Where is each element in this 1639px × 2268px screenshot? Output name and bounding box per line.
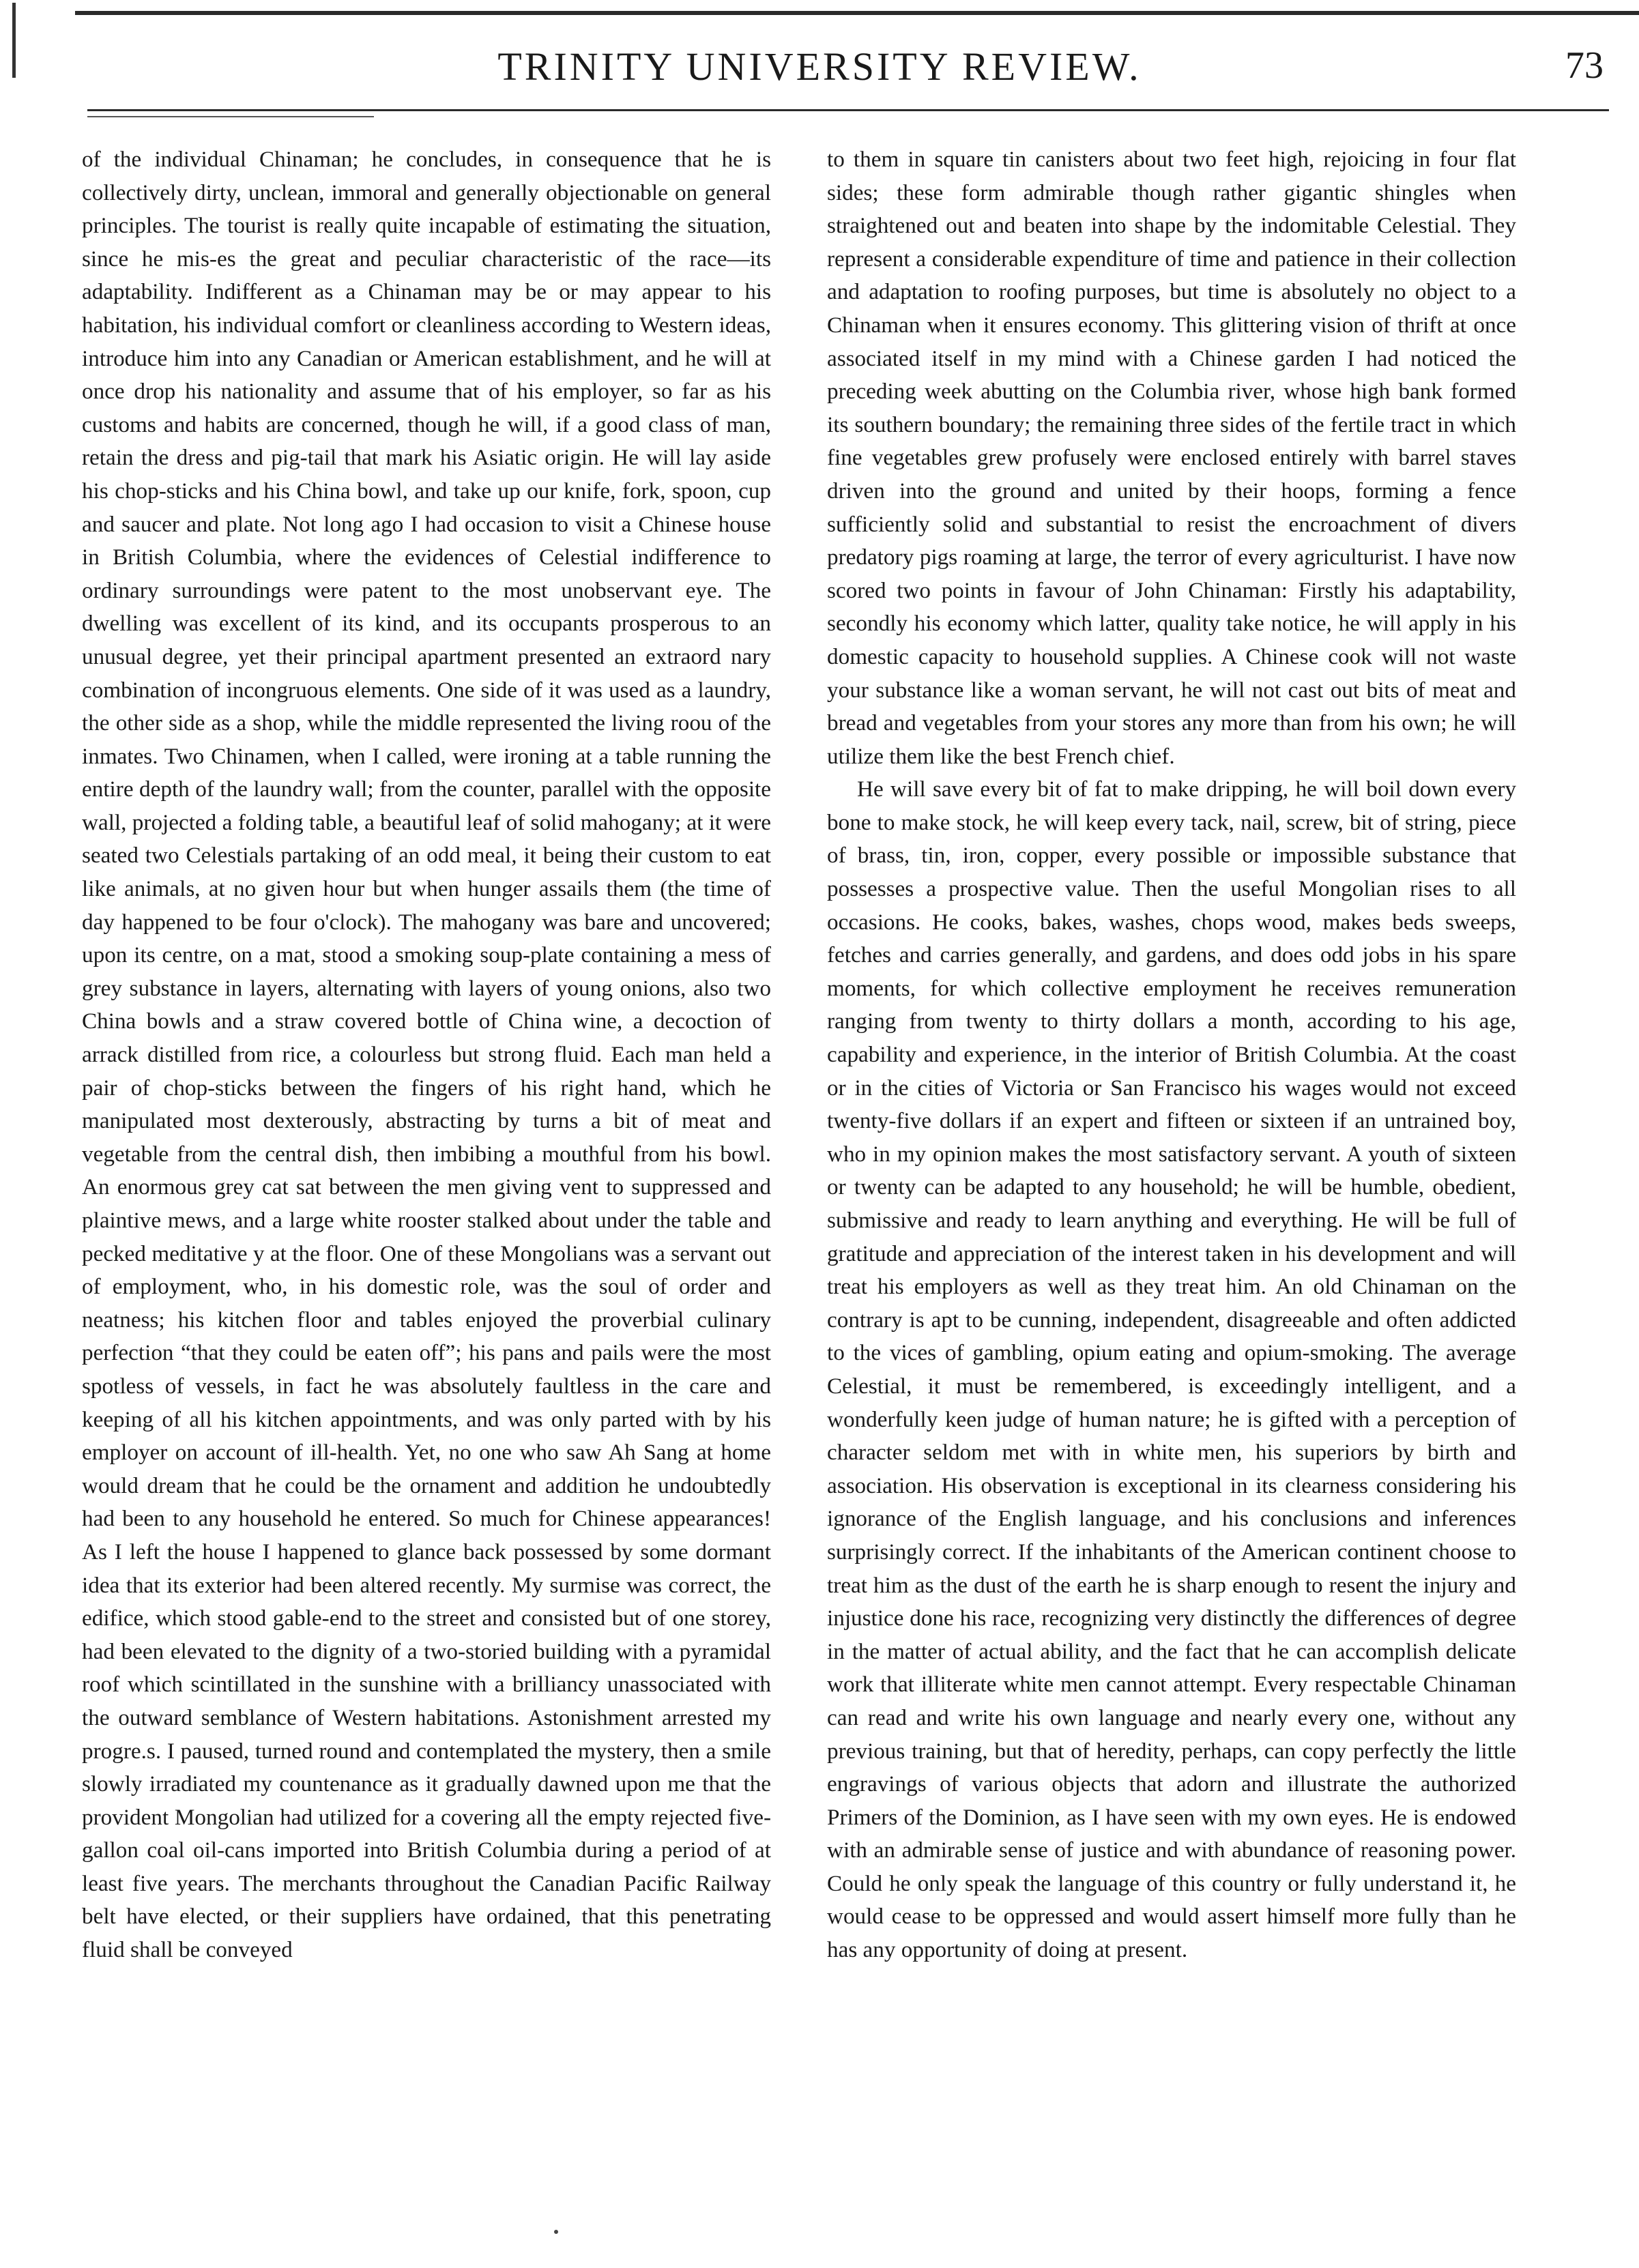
header-rule — [87, 109, 1609, 111]
paragraph: of the individual Chinaman; he concludes, in consequence that he is collectively dirty, unclean, immoral and generally objectionable on general principles. The tourist is really quite incapable of estimating the situation, since he mis-es the great and peculiar characteristic of the race—its adaptability. Indifferent as a Chinaman may be or may appear to his habitation, his individual comfort or cleanliness according to Western ideas, introduce him into any Canadian or American establishment, and he will at once drop his nationality and assume that of his employer, so far as his customs and habits are concerned, though he will, if a good class of man, retain the dress and pig-tail that mark his Asiatic origin. He will lay aside his chop-sticks and his China bowl, and take up our knife, fork, spoon, cup and saucer and plate. Not long ago I had occasion to visit a Chinese house in British Columbia, where the evidences of Celestial indifference to ordinary surroundings were patent to the most unobservant eye. The dwelling was excellent of its kind, and its occupants prosperous to an unusual degree, yet their principal apartment presented an extraord nary combination of incongruous elements. One side of it was used as a laundry, the other side as a shop, while the middle represented the living roou of the inmates. Two Chinamen, when I called, were ironing at a table running the entire depth of the laundry wall; from the counter, parallel with the opposite wall, projected a folding table, a beautiful leaf of solid mahogany; at it were seated two Celestials partaking of an odd meal, it being their custom to eat like animals, at no given hour but when hunger assails them (the time of day happened to be four o'clock). The mahogany was bare and uncovered; upon its centre, on a mat, stood a smoking soup-plate containing a mess of grey substance in layers, alternating with layers of young onions, also two China bowls and a straw covered bottle of China wine, a decoction of arrack distilled from rice, a colourless but strong fluid. Each man held a pair of chop-sticks between the fingers of his right hand, which he manipulated most dexterously, abstracting by turns a bit of meat and vegetable from the central dish, then imbibing a mouthful from his bowl. An enormous grey cat sat between the men giving vent to suppressed and plaintive mews, and a large white rooster stalked about under the table and pecked meditative y at the floor. One of these Mongolians was a servant out of employment, who, in his domestic role, was the soul of order and neatness; his kitchen floor and tables enjoyed the proverbial culinary perfection “that they could be eaten off”; his pans and pails were the most spotless of vessels, in fact he was absolutely faultless in the care and keeping of all his kitchen appointments, and was only parted with by his employer on account of ill-health. Yet, no one who saw Ah Sang at home would dream that he could be the ornament and addition he undoubtedly had been to any household he entered. So much for Chinese appearances! As I left the house I happened to glance back possessed by some dormant idea that its exterior had been altered recently. My surmise was correct, the edifice, which stood gable-end to the street and consisted but of one storey, had been elevated to the dignity of a two-storied building with a pyramidal roof which scintillated in the sunshine with a brilliancy unassociated with the outward semblance of Western habitations. Astonishment arrested my progre.s. I paused, turned round and contemplated the mystery, then a smile slowly irradiated my countenance as it gradually dawned upon me that the provident Mongolian had utilized for a covering all the empty rejected five-gallon coal oil-cans imported into British Columbia during a period of at least five years. The merchants throughout the Canadian Pacific Railway belt have elected, or their suppliers have ordained, that this penetrating fluid shall be conveyed — [82, 147, 771, 1963]
top-border-rule — [75, 11, 1639, 15]
paragraph: He will save every bit of fat to make dripping, he will boil down every bone to make stock, he will keep every tack, nail, screw, bit of string, piece of brass, tin, iron, copper, every possible or impossible substance that possesses a prospective value. Then the useful Mongolian rises to all occasions. He cooks, bakes, washes, chops wood, makes beds sweeps, fetches and carries generally, and gardens, and does odd jobs in his spare moments, for which collective employment he receives remuneration ranging from twenty to thirty dollars a month, according to his age, capability and experience, in the interior of British Columbia. At the coast or in the cities of Victoria or San Francisco his wages would not exceed twenty-five dollars if an expert and fifteen or sixteen if an untrained boy, who in my opinion makes the most satisfactory servant. A youth of sixteen or twenty can be adapted to any household; he will be humble, obedient, submissive and ready to learn anything and everything. He will be full of gratitude and appreciation of the interest taken in his development and will treat his employers as well as they treat him. An old Chinaman on the contrary is apt to be cunning, independent, disagreeable and often addicted to the vices of gambling, opium eating and opium-smoking. The average Celestial, it must be remembered, is exceedingly intelligent, and a wonderfully keen judge of human nature; he is gifted with a perception of character seldom met with in white men, his superiors by birth and association. His observation is exceptional in its clearness considering his ignorance of the English language, and his conclusions and inferences surprisingly correct. If the inhabitants of the American continent choose to treat him as the dust of the earth he is sharp enough to resent the injury and injustice done his race, recognizing very distinctly the differences of degree in the matter of actual ability, and the fact that he can accomplish delicate work that illiterate white men cannot attempt. Every respectable Chinaman can read and write his own language and nearly every one, without any previous training, but that of heredity, perhaps, can copy perfectly the little engravings of various objects that adorn and illustrate the authorized Primers of the Dominion, as I have seen with my own eyes. He is endowed with an admirable sense of justice and with abundance of reasoning power. Could he only speak the language of this country or fully understand it, he would cease to be oppressed and would assert himself more fully than he has any opportunity of doing at present. — [827, 776, 1516, 1963]
paragraph: to them in square tin canisters about two feet high, rejoicing in four flat sides; these form admirable though rather gigantic shingles when straightened out and beaten into shape by the indomitable Celestial. They represent a considerable expenditure of time and patience in their collection and adaptation to roofing purposes, but time is absolutely no object to a Chinaman when it ensures economy. This glittering vision of thrift at once associated itself in my mind with a Chinese garden I had noticed the preceding week abutting on the Columbia river, whose high bank formed its southern boundary; the remaining three sides of the fertile tract in which fine vegetables grew profusely were enclosed entirely with barrel staves driven into the ground and united by their hoops, forming a fence sufficiently solid and substantial to resist the encroachment of divers predatory pigs roaming at large, the terror of every agriculturist. I have now scored two points in favour of John Chinaman: Firstly his adaptability, secondly his economy which latter, quality take notice, he will apply in his domestic capacity to household supplies. A Chinese cook will not waste your substance like a woman servant, he will not cast out bits of meat and bread and vegetables from your stores any more than from his own; he will utilize them like the best French chief. — [827, 147, 1516, 769]
right-column — [827, 143, 1516, 2177]
header-rule-secondary — [87, 116, 374, 117]
page-number: 73 — [1565, 44, 1604, 87]
page-speck — [554, 2230, 558, 2234]
left-column — [82, 143, 771, 2177]
running-title: TRINITY UNIVERSITY REVIEW. — [497, 44, 1142, 89]
